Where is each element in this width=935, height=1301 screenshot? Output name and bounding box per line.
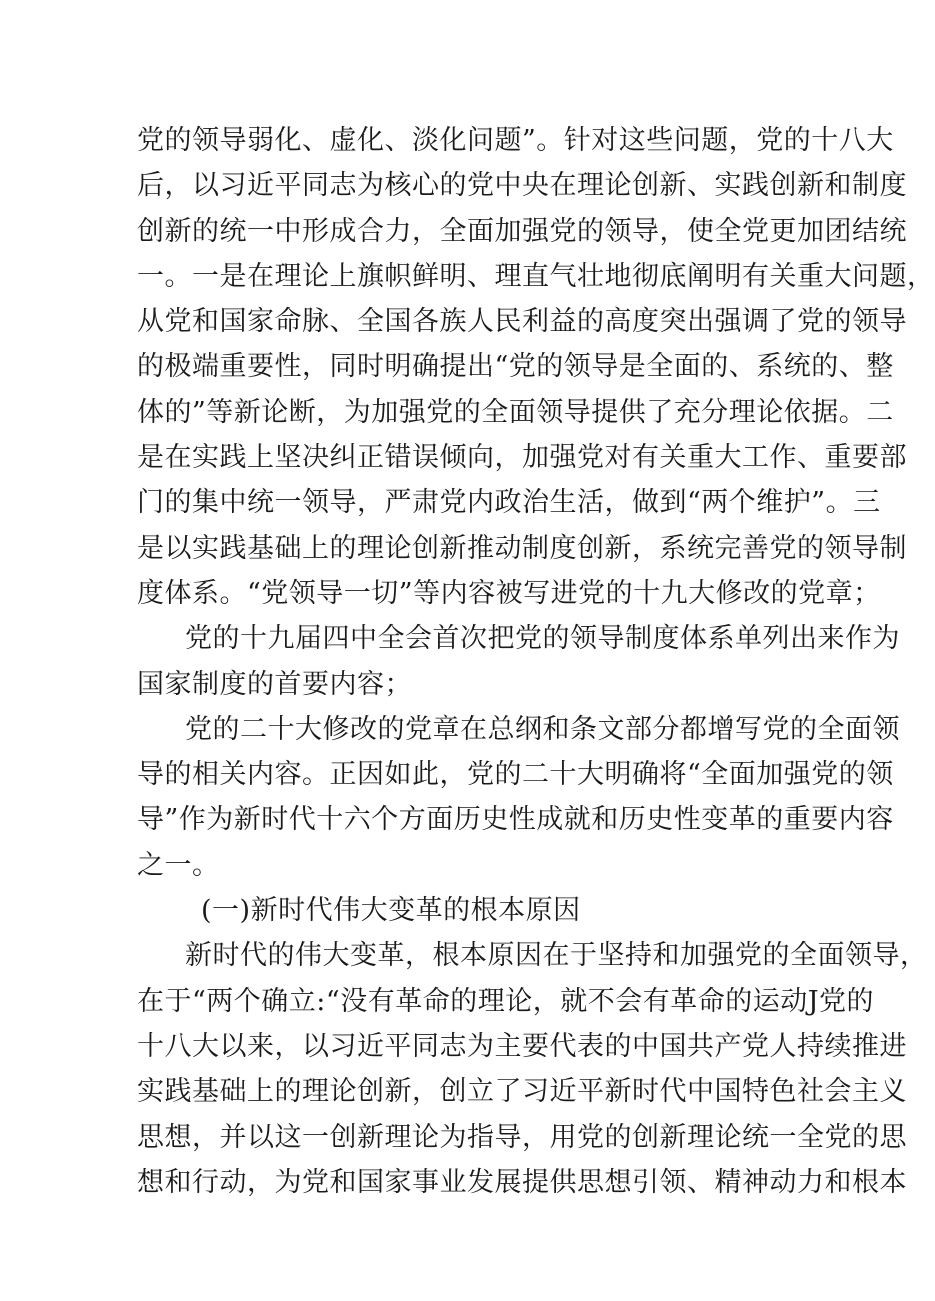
text-line: 体的”等新论断，为加强党的全面领导提供了充分理论依据。二: [137, 396, 894, 428]
text-line: 思想，并以这一创新理论为指导，用党的创新理论统一全党的思: [137, 1121, 907, 1153]
text-line: 导的相关内容。正因如此，党的二十大明确将“全面加强党的领: [137, 759, 894, 791]
text-line: 的极端重要性，同时明确提出“党的领导是全面的、系统的、整: [137, 351, 894, 383]
text-line: 党的领导弱化、虚化、淡化问题”。针对这些问题，党的十八大: [137, 125, 894, 156]
text-line: 是以实践基础上的理论创新推动制度创新，系统完善党的领导制: [137, 532, 907, 564]
text-line: 想和行动，为党和国家事业发展提供思想引领、精神动力和根本: [137, 1166, 907, 1198]
text-line: 门的集中统一领导，严肃党内政治生活，做到“两个维护”。三: [137, 487, 881, 519]
text-line: 后，以习近平同志为核心的党中央在理论创新、实践创新和制度: [137, 170, 907, 202]
text-line: 之一。: [137, 849, 220, 881]
document-body: [137, 118, 935, 1205]
text-line: 国家制度的首要内容；: [137, 668, 412, 700]
text-line: 实践基础上的理论创新，创立了习近平新时代中国特色社会主义: [137, 1076, 907, 1108]
text-line: 党的二十大修改的党章在总纲和条文部分都增写党的全面领: [185, 713, 900, 745]
text-line: 度体系。“党领导一切”等内容被写进党的十九大修改的党章；: [137, 577, 881, 609]
section-heading: (一)新时代伟大变革的根本原因: [201, 895, 581, 927]
text-line: 在于“两个确立:“没有革命的理论，就不会有革命的运动J党的: [137, 985, 875, 1017]
text-line: 是在实践上坚决纠正错误倾向，加强党对有关重大工作、重要部: [137, 442, 907, 474]
text-line: 导”作为新时代十六个方面历史性成就和历史性变革的重要内容: [137, 804, 894, 836]
text-line: 新时代的伟大变革，根本原因在于坚持和加强党的全面领导，: [185, 940, 928, 972]
text-line: 十八大以来，以习近平同志为主要代表的中国共产党人持续推进: [137, 1030, 907, 1062]
text-line: 党的十九届四中全会首次把党的领导制度体系单列出来作为: [185, 623, 900, 655]
text-line: 从党和国家命脉、全国各族人民利益的高度突出强调了党的领导: [137, 306, 907, 338]
text-line: 创新的统一中形成合力，全面加强党的领导，使全党更加团结统: [137, 215, 907, 247]
text-line: 一。一是在理论上旗帜鲜明、理直气壮地彻底阐明有关重大问题，: [137, 260, 935, 292]
